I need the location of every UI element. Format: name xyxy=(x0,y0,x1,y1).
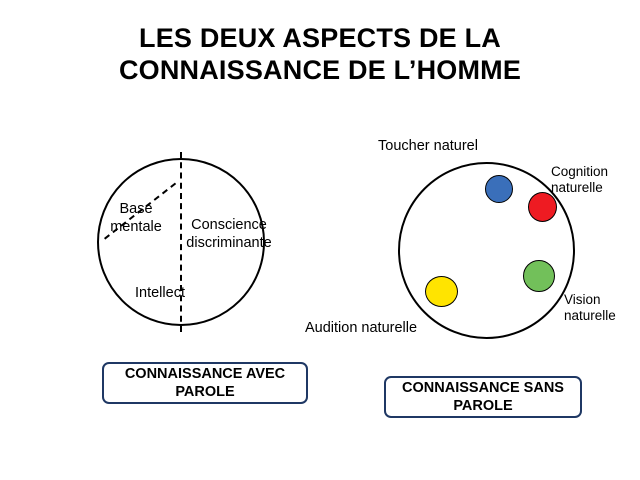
callout-right-line2: PAROLE xyxy=(453,398,513,414)
callout-connaissance-sans-parole xyxy=(384,376,582,418)
callout-connaissance-avec-parole xyxy=(102,362,308,404)
label-conscience-line1: Conscience xyxy=(191,217,267,233)
label-base-mentale xyxy=(96,200,176,236)
label-vision-line2: naturelle xyxy=(564,308,616,323)
callout-right-line1: CONNAISSANCE SANS xyxy=(402,380,564,396)
red-dot xyxy=(528,192,557,222)
page-title xyxy=(40,22,600,86)
label-vision-naturelle xyxy=(564,292,640,324)
label-base-mentale-line2: mentale xyxy=(110,219,162,235)
callout-left-line2: PAROLE xyxy=(175,384,235,400)
page-title-line2: CONNAISSANCE DE L’HOMME xyxy=(118,55,522,85)
label-cognition-line2: naturelle xyxy=(551,180,603,195)
label-conscience-line2: discriminante xyxy=(186,235,272,251)
label-toucher-naturel: Toucher naturel xyxy=(378,138,478,154)
yellow-dot xyxy=(425,276,458,307)
label-vision-line1: Vision xyxy=(564,292,601,307)
label-intellect: Intellect xyxy=(135,285,185,301)
callout-left-line1: CONNAISSANCE AVEC xyxy=(124,366,286,382)
label-base-mentale-line1: Base xyxy=(119,201,153,217)
label-cognition-naturelle xyxy=(551,164,639,196)
page-title-line1: LES DEUX ASPECTS DE LA xyxy=(139,23,501,53)
label-audition-naturelle: Audition naturelle xyxy=(305,320,418,336)
blue-dot xyxy=(485,175,513,203)
label-cognition-line1: Cognition xyxy=(551,164,609,179)
green-dot xyxy=(523,260,555,292)
label-conscience-discriminante xyxy=(180,216,278,252)
